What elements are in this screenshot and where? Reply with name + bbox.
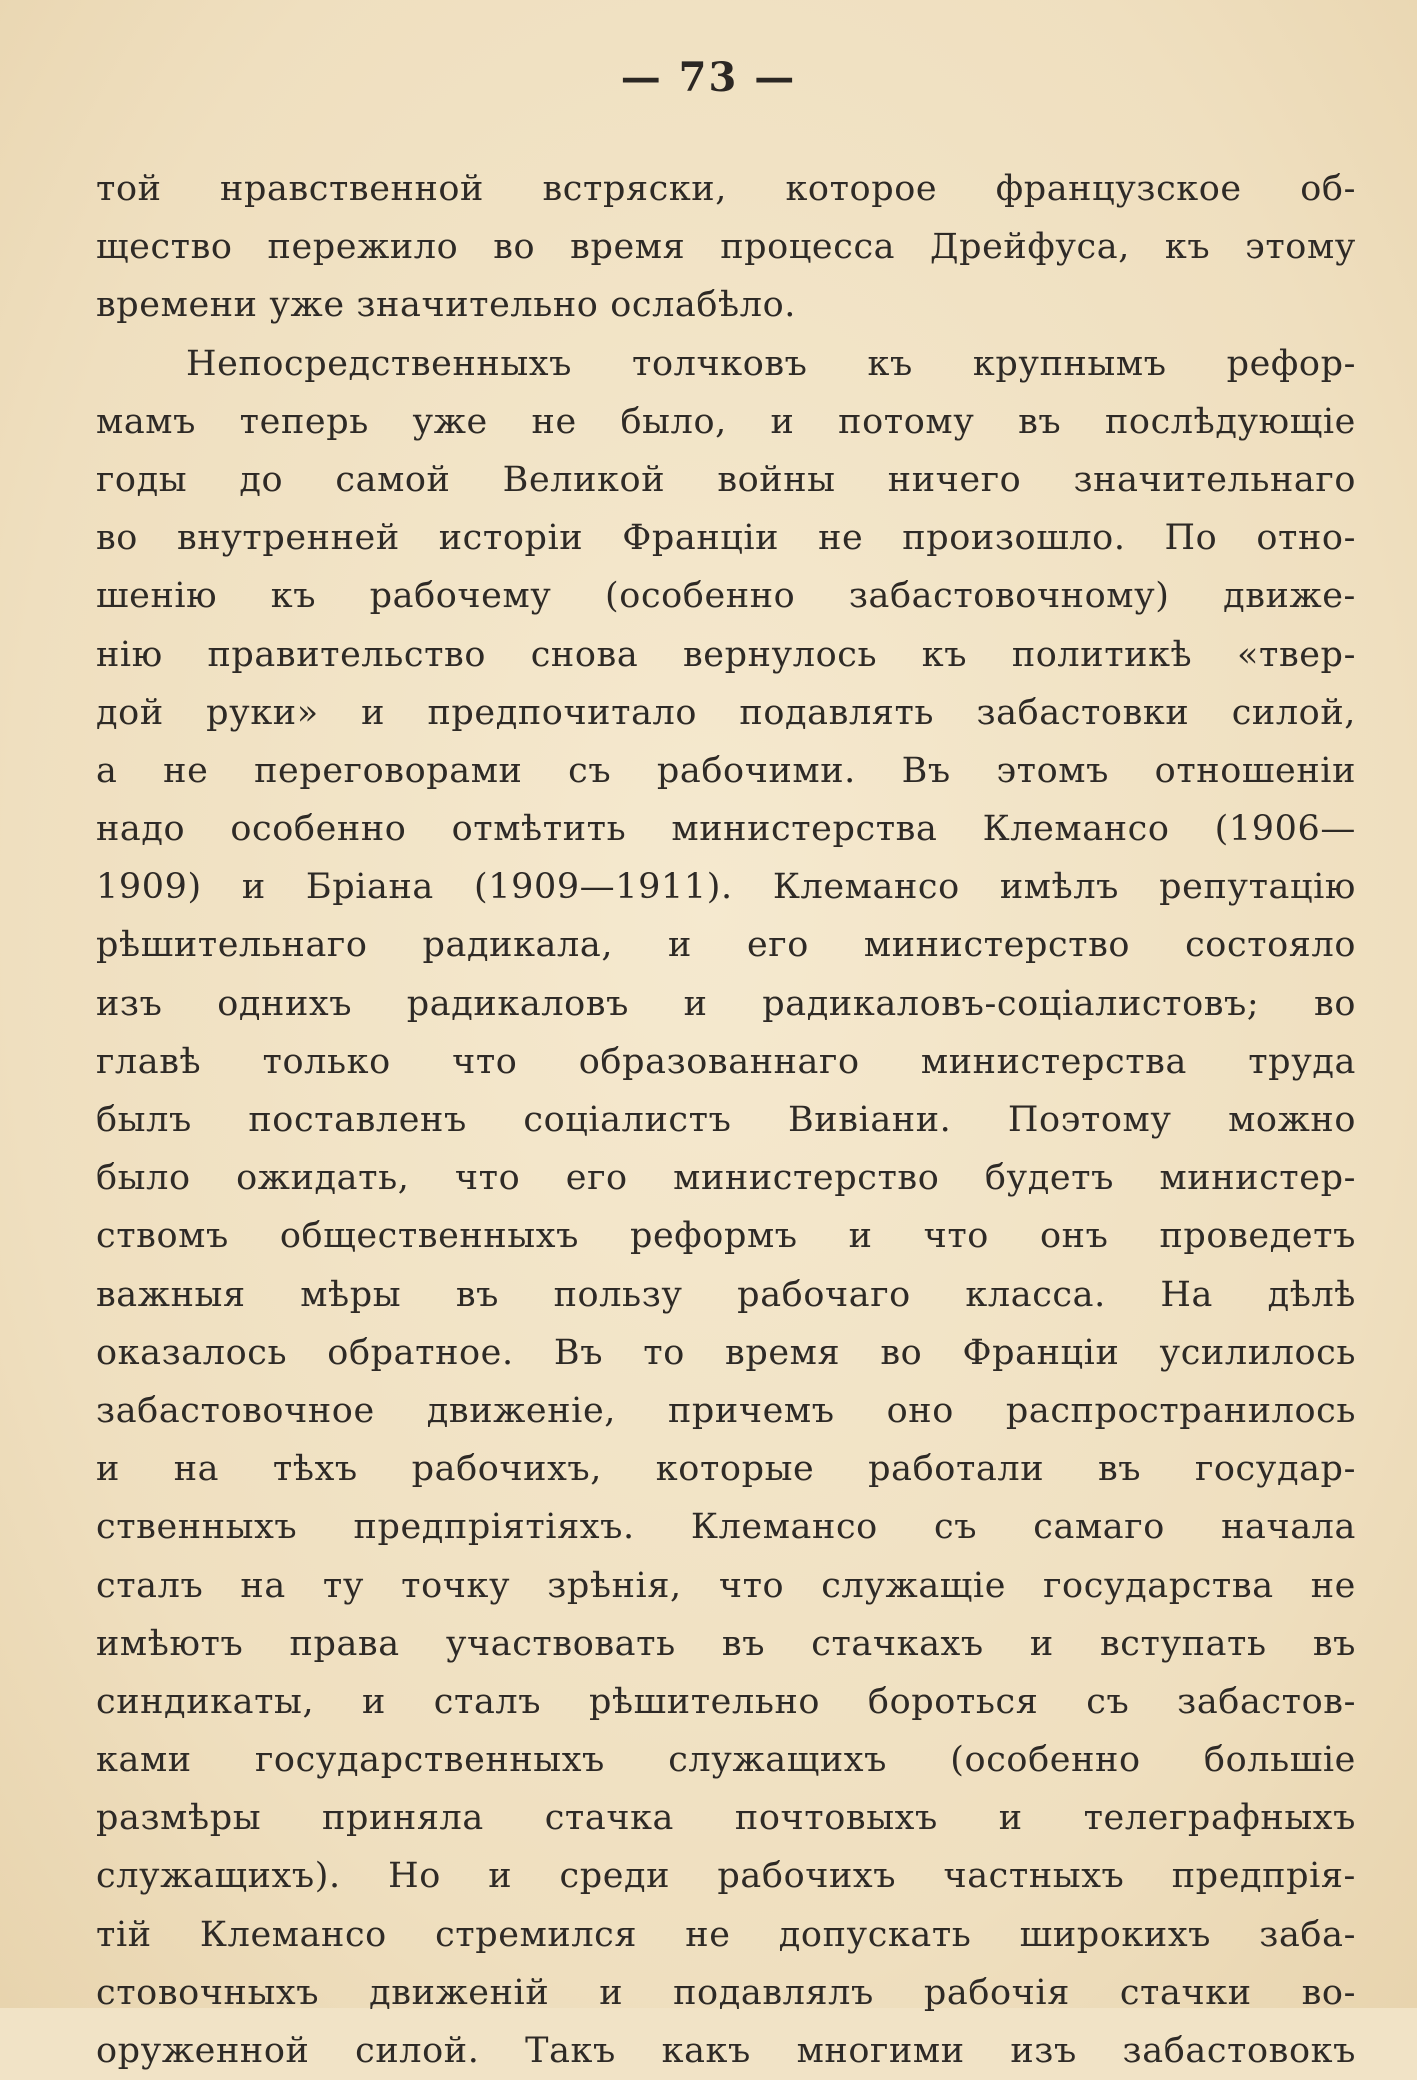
text-line: мамъ теперь уже не было, и потому въ послѣдующіе [96,401,1356,442]
text-line: важныя мѣры въ пользу рабочаго класса. На дѣлѣ [96,1274,1356,1315]
page-number: — 73 — [620,54,797,101]
text-line: годы до самой Великой войны ничего значительнаго [96,459,1356,500]
text-line: шенію къ рабочему (особенно забастовочному) движе- [96,576,1356,617]
text-line: былъ поставленъ соціалистъ Вивіани. Поэтому можно [96,1100,1356,1140]
text-line: забастовочное движеніе, причемъ оно распространилось [96,1390,1356,1431]
body-text [96,160,1356,2080]
text-line: ствомъ общественныхъ реформъ и что онъ проведетъ [96,1216,1356,1257]
text-line: изъ однихъ радикаловъ и радикаловъ-соціалистовъ; во [96,983,1356,1024]
text-line: синдикаты, и сталъ рѣшительно бороться съ забастов- [96,1681,1356,1722]
text-line: оруженной силой. Такъ какъ многими изъ забастовокъ [96,2031,1356,2071]
text-line: ками государственныхъ служащихъ (особенно большіе [96,1740,1356,1781]
text-line: служащихъ). Но и среди рабочихъ частныхъ предпрія- [96,1856,1356,1897]
text-line: оказалось обратное. Въ то время во Франціи усилилось [96,1332,1356,1373]
text-line: нію правительство снова вернулось къ политикѣ «твер- [96,634,1356,675]
text-line: а не переговорами съ рабочими. Въ этомъ отношеніи [96,750,1356,791]
text-line: той нравственной встряски, которое французское об- [96,169,1356,209]
text-line: дой руки» и предпочитало подавлять забастовки силой, [96,692,1356,733]
text-line: 1909) и Бріана (1909—1911). Клемансо имѣлъ репутацію [96,867,1356,908]
text-line: главѣ только что образованнаго министерства труда [96,1041,1356,1082]
paragraph-start-line: Непосредственныхъ толчковъ къ крупнымъ рефор- [186,343,1356,384]
text-line: имѣютъ права участвовать въ стачкахъ и вступать въ [96,1623,1356,1664]
text-line: щество пережило во время процесса Дрейфуса, къ этому [96,227,1356,268]
text-line: сталъ на ту точку зрѣнія, что служащіе государства не [96,1565,1356,1606]
text-line: во внутренней исторіи Франціи не произошло. По отно- [96,518,1356,559]
text-line: надо особенно отмѣтить министерства Клемансо (1906— [96,809,1356,850]
text-line: времени уже значительно ослабѣло. [96,285,796,326]
text-line: и на тѣхъ рабочихъ, которые работали въ государ- [96,1449,1356,1490]
text-line: стовочныхъ движеній и подавлялъ рабочія стачки во- [96,1972,1356,2013]
text-line: было ожидать, что его министерство будетъ министер- [96,1158,1356,1199]
text-line: рѣшительнаго радикала, и его министерство состояло [96,925,1356,966]
text-line: размѣры приняла стачка почтовыхъ и телеграфныхъ [96,1798,1356,1839]
text-line: тій Клемансо стремился не допускать широкихъ заба- [96,1914,1356,1955]
text-line: ственныхъ предпріятіяхъ. Клемансо съ самаго начала [96,1507,1356,1548]
